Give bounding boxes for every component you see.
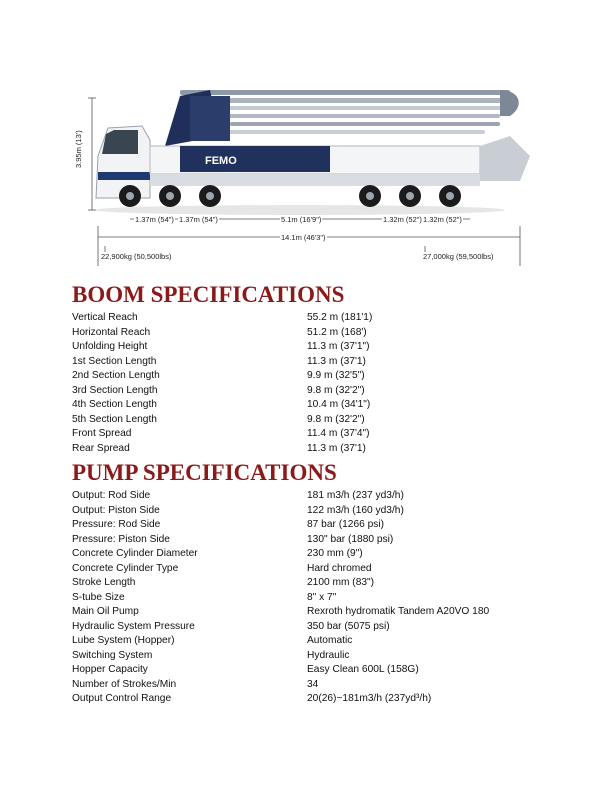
spec-label: 3rd Section Length bbox=[72, 384, 158, 396]
spec-value: 55.2 m (181'1) bbox=[307, 312, 373, 323]
boom-specs-heading: BOOM SPECIFICATIONS bbox=[72, 282, 345, 307]
spec-label: Stroke Length bbox=[72, 577, 136, 588]
height-dimension-label: 3.95m (13') bbox=[74, 130, 83, 168]
spec-value: 9.8 m (32'2") bbox=[307, 413, 365, 425]
spec-value: 2100 mm (83") bbox=[307, 577, 375, 588]
spec-row bbox=[72, 340, 532, 355]
spec-value: 350 bar (5075 psi) bbox=[307, 620, 390, 632]
spec-value: 20(26)~181m3/h (237yd³/h) bbox=[307, 693, 432, 704]
spec-label: Hopper Capacity bbox=[72, 664, 148, 675]
spec-value: Automatic bbox=[307, 635, 353, 646]
spec-label: Horizontal Reach bbox=[72, 326, 151, 338]
spec-value: 34 bbox=[307, 678, 319, 690]
spec-row bbox=[72, 605, 532, 620]
spec-row bbox=[72, 384, 532, 399]
spec-value: 51.2 m (168') bbox=[307, 326, 367, 338]
spec-row bbox=[72, 562, 532, 577]
spec-row bbox=[72, 518, 532, 533]
spec-label: 2nd Section Length bbox=[72, 370, 160, 381]
axle-spacing-5-label: 1.32m (52") bbox=[423, 215, 462, 224]
spec-row bbox=[72, 311, 532, 326]
brand-logo: FEMO bbox=[205, 155, 237, 167]
spec-row bbox=[72, 591, 532, 606]
spec-label: Pressure: Piston Side bbox=[72, 533, 170, 545]
spec-row bbox=[72, 547, 532, 562]
boom-specs-table bbox=[72, 311, 532, 456]
spec-label: Switching System bbox=[72, 649, 153, 661]
spec-value: 10.4 m (34'1") bbox=[307, 399, 371, 410]
spec-value: 181 m3/h (237 yd3/h) bbox=[307, 490, 404, 501]
spec-label: Concrete Cylinder Type bbox=[72, 562, 179, 574]
spec-label: Main Oil Pump bbox=[72, 606, 139, 617]
spec-label: 1st Section Length bbox=[72, 355, 157, 367]
spec-label: Front Spread bbox=[72, 428, 132, 439]
spec-label: Output: Rod Side bbox=[72, 490, 151, 501]
spec-value: 9.8 m (32'2") bbox=[307, 384, 365, 396]
spec-label: Lube System (Hopper) bbox=[72, 635, 175, 646]
spec-row bbox=[72, 413, 532, 428]
spec-value: 11.3 m (37'1) bbox=[307, 442, 366, 454]
spec-label: S-tube Size bbox=[72, 591, 125, 603]
spec-value: 130" bar (1880 psi) bbox=[307, 533, 394, 545]
spec-row bbox=[72, 504, 532, 519]
spec-label: Concrete Cylinder Diameter bbox=[72, 548, 198, 559]
spec-label: Output: Piston Side bbox=[72, 504, 160, 516]
spec-row bbox=[72, 533, 532, 548]
spec-label: 5th Section Length bbox=[72, 413, 157, 425]
spec-row bbox=[72, 620, 532, 635]
spec-row bbox=[72, 576, 532, 591]
spec-value: 9.9 m (32'5") bbox=[307, 370, 365, 381]
spec-row bbox=[72, 678, 532, 693]
spec-label: Rear Spread bbox=[72, 442, 130, 454]
pump-specs-heading: PUMP SPECIFICATIONS bbox=[72, 460, 337, 485]
spec-row bbox=[72, 663, 532, 678]
front-axle-weight-label: 22,900kg (50,500lbs) bbox=[101, 252, 172, 261]
spec-label: Pressure: Rod Side bbox=[72, 519, 161, 530]
axle-spacing-1-label: 1.37m (54") bbox=[135, 215, 174, 224]
spec-value: 230 mm (9") bbox=[307, 548, 363, 559]
spec-row bbox=[72, 489, 532, 504]
spec-label: Hydraulic System Pressure bbox=[72, 620, 195, 632]
axle-spacing-4-label: 1.32m (52") bbox=[383, 215, 422, 224]
spec-row bbox=[72, 326, 532, 341]
spec-row bbox=[72, 427, 532, 442]
spec-value: 11.3 m (37'1") bbox=[307, 341, 370, 352]
spec-value: Easy Clean 600L (158G) bbox=[307, 664, 419, 675]
axle-spacing-2-label: 1.37m (54") bbox=[179, 215, 218, 224]
spec-value: 87 bar (1266 psi) bbox=[307, 519, 385, 530]
axle-spacing-3-label: 5.1m (16'9") bbox=[281, 215, 322, 224]
spec-row bbox=[72, 355, 532, 370]
spec-row bbox=[72, 398, 532, 413]
spec-label: Number of Strokes/Min bbox=[72, 678, 177, 690]
total-length-label: 14.1m (46'3") bbox=[281, 233, 326, 242]
spec-label: Vertical Reach bbox=[72, 312, 138, 323]
spec-value: Hydraulic bbox=[307, 649, 350, 661]
spec-value: 11.4 m (37'4") bbox=[307, 428, 370, 439]
spec-row bbox=[72, 369, 532, 384]
spec-label: 4th Section Length bbox=[72, 399, 157, 410]
pump-specs-table bbox=[72, 489, 532, 707]
spec-row bbox=[72, 442, 532, 457]
spec-row bbox=[72, 634, 532, 649]
spec-row bbox=[72, 649, 532, 664]
concrete-pump-truck-illustration bbox=[70, 76, 532, 272]
spec-value: 122 m3/h (160 yd3/h) bbox=[307, 504, 404, 516]
spec-value: Hard chromed bbox=[307, 562, 372, 574]
spec-label: Unfolding Height bbox=[72, 341, 148, 352]
spec-value: 11.3 m (37'1) bbox=[307, 355, 366, 367]
rear-axle-weight-label: 27,000kg (59,500lbs) bbox=[423, 252, 494, 261]
spec-value: Rexroth hydromatik Tandem A20VO 180 bbox=[307, 606, 490, 617]
spec-value: 8" x 7" bbox=[307, 591, 337, 603]
truck-figure bbox=[70, 76, 532, 272]
spec-row bbox=[72, 692, 532, 707]
spec-label: Output Control Range bbox=[72, 693, 172, 704]
